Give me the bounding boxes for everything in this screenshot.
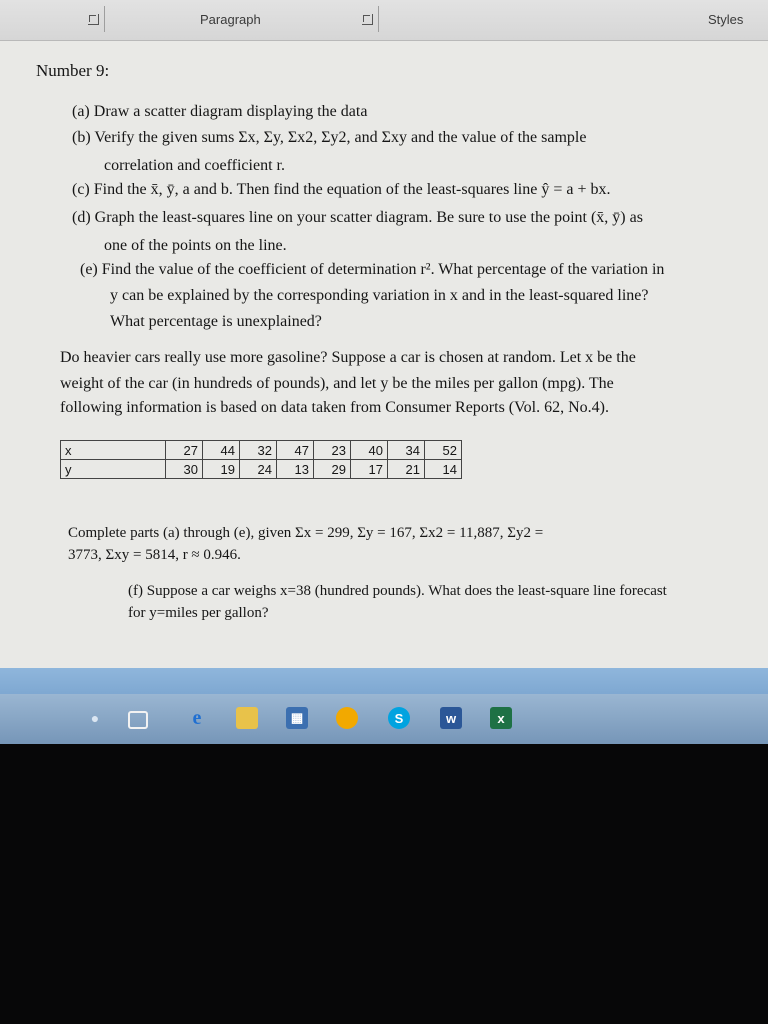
part-d-line2: one of the points on the line. [104, 237, 287, 254]
word-icon[interactable]: w [440, 707, 462, 729]
x-cell: 32 [240, 441, 277, 460]
screen-bezel [0, 744, 768, 1024]
taskbar [0, 694, 768, 744]
part-e-line3: What percentage is unexplained? [110, 313, 322, 330]
part-b-line1: (b) Verify the given sums Σx, Σy, Σx2, Σy2, and Σxy and the value of the sample [72, 129, 587, 146]
y-label: y [61, 460, 166, 479]
intro-line2: weight of the car (in hundreds of pounds), and let y be the miles per gallon (mpg). The [60, 375, 614, 392]
y-cell: 14 [425, 460, 462, 479]
task-view-icon[interactable] [128, 711, 148, 729]
chrome-icon[interactable] [336, 707, 358, 729]
skype-icon[interactable]: S [388, 707, 410, 729]
ribbon [0, 0, 768, 41]
y-cell: 13 [277, 460, 314, 479]
part-e-line1: (e) Find the value of the coefficient of determination r². What percentage of the variation in [80, 261, 665, 278]
paragraph-group-label: Paragraph [200, 12, 261, 27]
x-cell: 52 [425, 441, 462, 460]
edge-browser-icon[interactable]: e [192, 706, 202, 729]
part-c: (c) Find the x̄, ȳ, a and b. Then find the equation of the least-squares line ŷ = a + bx. [72, 181, 611, 198]
y-cell: 30 [166, 460, 203, 479]
x-cell: 44 [203, 441, 240, 460]
y-cell: 29 [314, 460, 351, 479]
y-cell: 24 [240, 460, 277, 479]
part-e-line2: y can be explained by the corresponding variation in x and in the least-squared line? [110, 287, 649, 304]
dialog-launcher-icon[interactable] [88, 14, 99, 25]
y-cell: 21 [388, 460, 425, 479]
intro-line1: Do heavier cars really use more gasoline? Suppose a car is chosen at random. Let x be the [60, 349, 636, 366]
microphone-icon[interactable]: ● [90, 710, 100, 726]
problem-heading: Number 9: [36, 61, 110, 80]
given-line1: Complete parts (a) through (e), given Σx = 299, Σy = 167, Σx2 = 11,887, Σy2 = [68, 525, 544, 541]
ribbon-divider [104, 6, 105, 32]
part-f-line1: (f) Suppose a car weighs x=38 (hundred pounds). What does the least-square line forecast [128, 583, 667, 599]
document-page[interactable] [0, 41, 768, 668]
y-cell: 19 [203, 460, 240, 479]
x-cell: 34 [388, 441, 425, 460]
store-icon[interactable]: ▦ [286, 707, 308, 729]
intro-line3: following information is based on data taken from Consumer Reports (Vol. 62, No.4). [60, 399, 609, 416]
y-cell: 17 [351, 460, 388, 479]
file-explorer-icon[interactable] [236, 707, 258, 729]
excel-icon[interactable]: x [490, 707, 512, 729]
part-f-line2: for y=miles per gallon? [128, 605, 269, 621]
x-cell: 47 [277, 441, 314, 460]
x-cell: 27 [166, 441, 203, 460]
part-a: (a) Draw a scatter diagram displaying the data [72, 103, 368, 120]
x-cell: 23 [314, 441, 351, 460]
ribbon-divider [378, 6, 379, 32]
x-cell: 40 [351, 441, 388, 460]
data-table [60, 440, 462, 479]
part-b-line2: correlation and coefficient r. [104, 157, 285, 174]
table-row-y [61, 460, 462, 479]
paragraph-launcher-icon[interactable] [362, 14, 373, 25]
x-label: x [61, 441, 166, 460]
part-d-line1: (d) Graph the least-squares line on your scatter diagram. Be sure to use the point (x̄, ȳ) as [72, 209, 643, 226]
table-row-x [61, 441, 462, 460]
styles-group-label: Styles [708, 12, 744, 27]
given-line2: 3773, Σxy = 5814, r ≈ 0.946. [68, 547, 241, 563]
